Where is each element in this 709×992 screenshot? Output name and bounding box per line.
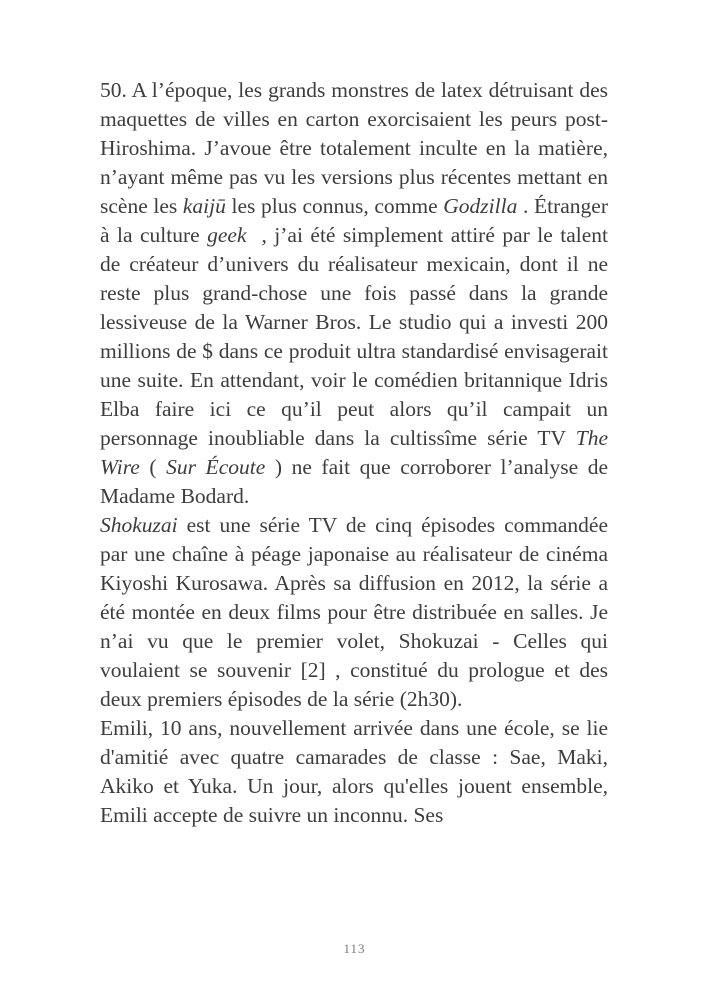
page-footer xyxy=(0,940,709,958)
italic-run: Godzilla xyxy=(443,194,518,218)
text-run: , j’ai été simplement attiré par le talent de créateur d’univers du réalisateur mexicain, dont il ne reste plus grand-chose une fois passé dans la grande lessiveuse de la Warner Bros. Le studio qui a investi 200 millions de $ dans ce produit ultra standardisé envisagerait une suite. En attendant, voir le comédien britannique Idris Elba faire ici ce qu’il peut alors qu’il campait un personnage inoubliable dans la cultissîme série TV xyxy=(100,223,608,450)
page-number: 113 xyxy=(343,941,366,956)
text-run: ( xyxy=(139,455,167,479)
text-run: est une série TV de cinq épisodes commandée par une chaîne à péage japonaise au réalisateur de cinéma Kiyoshi Kurosawa. Après sa diffusion en 2012, la série a été montée en deux films pour être distribuée en salles. Je n’ai vu que le premier volet, Shokuzai - Celles qui voulaient se souvenir [2] , constitué du prologue et des deux premiers épisodes de la série (2h30). xyxy=(100,513,608,711)
text-run: 50. A l’époque, les grands monstres de latex détruisant des maquettes de villes en carton exorcisaient les peurs post-Hiroshima. J’avoue être totalement inculte en la matière, n’ayant même pas vu les versions plus récentes mettant en scène les xyxy=(100,78,608,218)
paragraph xyxy=(100,511,608,714)
italic-run: Shokuzai xyxy=(100,513,178,537)
paragraph xyxy=(100,76,608,511)
paragraph xyxy=(100,714,608,830)
text-run: . Étranger à la culture xyxy=(100,194,608,247)
text-run: ) ne fait que corroborer l’analyse de Madame Bodard. xyxy=(100,455,609,508)
italic-run: geek xyxy=(207,223,247,247)
italic-run: kaijū xyxy=(182,194,226,218)
text-run: Emili, 10 ans, nouvellement arrivée dans une école, se lie d'amitié avec quatre camarades de classe : Sae, Maki, Akiko et Yuka. Un jour, alors qu'elles jouent ensemble, Emili accepte de suivre un inconnu. Ses xyxy=(100,716,608,827)
italic-run: The Wire xyxy=(100,426,608,479)
text-block xyxy=(100,76,608,830)
text-run: les plus connus, comme xyxy=(225,194,444,218)
italic-run: Sur Écoute xyxy=(166,455,266,479)
